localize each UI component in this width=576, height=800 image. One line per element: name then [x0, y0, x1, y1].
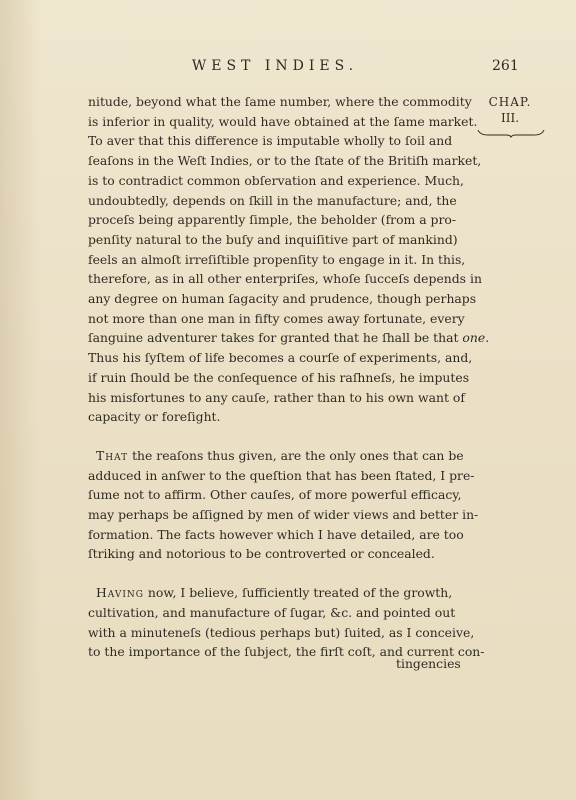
text-line: [88, 583, 468, 603]
text-line: formation. The facts however which I have detailed, are too: [88, 526, 464, 542]
text-line: Thus his ſyſtem of life becomes a courſe of experiments, and,: [88, 350, 473, 366]
chap-number: III.: [500, 111, 520, 125]
text-line: is inferior in quality, would have obtained at the ſame market.: [88, 113, 478, 129]
text-line: may perhaps be aſſigned by men of wider views and better in-: [88, 507, 479, 523]
text-line: to the importance of the ſubject, the firſt coſt, and current con-: [88, 644, 485, 660]
italic-word: one.: [462, 330, 490, 346]
text-line: feels an almoſt irreſiſtible propenſity to engage in it. In this,: [88, 251, 466, 267]
chap-label: CHAP.: [488, 95, 532, 109]
text-line: [88, 328, 490, 348]
text-line: [88, 446, 468, 466]
text-line: any degree on human ſagacity and prudence, though perhaps: [88, 291, 477, 307]
text-line: ſume not to affirm. Other cauſes, of more powerful efficacy,: [88, 487, 462, 503]
paragraph-3: [88, 583, 485, 662]
page-number: 261: [492, 58, 519, 74]
lead-word: Having: [96, 585, 144, 601]
text-line: proceſs being apparently ſimple, the beholder (from a pro-: [88, 212, 457, 228]
text-run: ſanguine adventurer takes for granted that he ſhall be that: [88, 330, 459, 346]
text-line: nitude, beyond what the ſame number, where the commodity: [88, 94, 472, 109]
text-run: now, I believe, ſufficiently treated of the growth,: [143, 585, 453, 601]
text-line: adduced in anſwer to the queſtion that has been ſtated, I pre-: [88, 467, 475, 483]
lead-word: That: [96, 447, 129, 463]
text-line: capacity or foreſight.: [88, 409, 221, 425]
paragraph-2: [88, 446, 479, 564]
brace-ornament: [476, 128, 546, 138]
text-line: not more than one man in fifty comes away fortunate, every: [88, 310, 465, 326]
text-line: if ruin ſhould be the conſequence of his raſhneſs, he imputes: [88, 369, 470, 385]
catchword: tingencies: [396, 656, 461, 671]
text-line: ſeaſons in the Weſt Indies, or to the ſtate of the Britiſh market,: [88, 153, 482, 169]
body-text: [88, 92, 490, 662]
text-line: cultivation, and manufacture of ſugar, &c. and pointed out: [88, 604, 456, 620]
gutter-shadow: [0, 0, 40, 800]
text-run: the reaſons thus given, are the only ones that can be: [128, 447, 464, 463]
text-line: ſtriking and notorious to be controverted or concealed.: [88, 546, 435, 562]
running-head: WEST INDIES.: [191, 58, 359, 74]
text-line: therefore, as in all other enterpriſes, whoſe ſucceſs depends in: [88, 271, 482, 287]
text-line: with a minuteneſs (tedious perhaps but) ſuited, as I conceive,: [88, 624, 475, 640]
text-line: his misfortunes to any cauſe, rather than to his own want of: [88, 389, 465, 405]
text-line: is to contradict common obſervation and experience. Much,: [88, 172, 464, 188]
chapter-marginal-note: [470, 94, 550, 126]
paragraph-1: [88, 92, 490, 427]
text-line: penſity natural to the buſy and inquiſitive part of mankind): [88, 231, 458, 247]
text-line: undoubtedly, depends on ſkill in the manufacture; and, the: [88, 192, 457, 208]
text-line: To aver that this difference is imputable wholly to ſoil and: [88, 133, 453, 149]
